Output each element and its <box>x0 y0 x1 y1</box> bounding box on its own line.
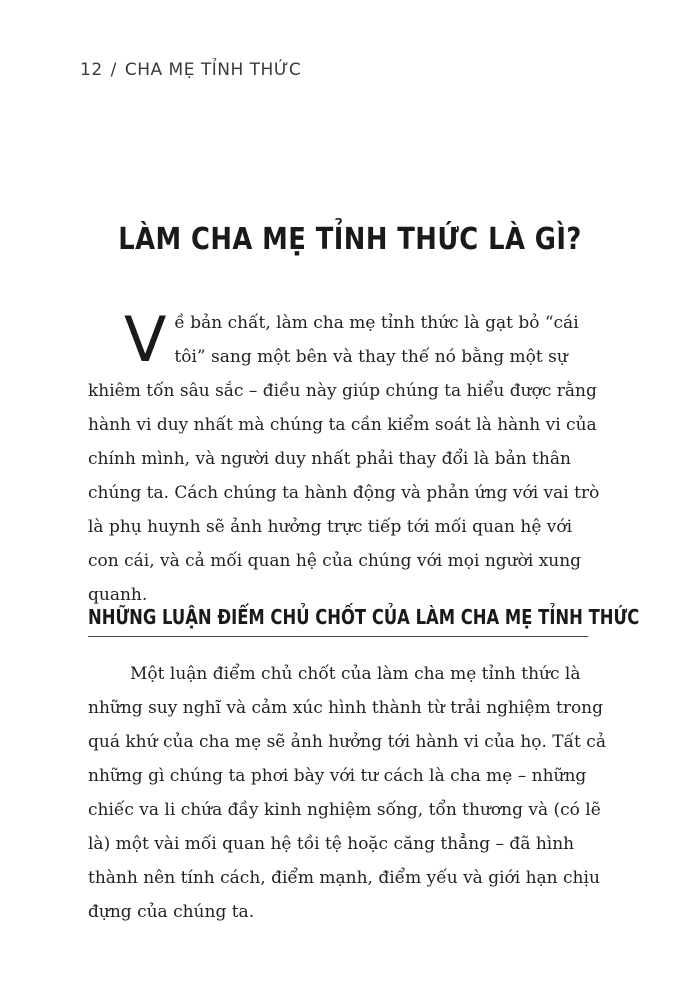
section-heading: NHỮNG LUẬN ĐIỂM CHỦ CHỐT CỦA LÀM CHA MẸ TỈNH THỨC <box>88 605 640 629</box>
section-heading-underline <box>88 636 588 637</box>
page-number: 12 <box>80 60 103 80</box>
paragraph-1-text: ề bản chất, làm cha mẹ tỉnh thức là gạt bỏ “cái tôi” sang một bên và thay thế nó bằng một sự khiêm tốn sâu sắc – điều này giúp chúng ta hiểu được rằng hành vi duy nhất mà chúng ta cần kiểm soát là hành vi của chính mình, và người duy nhất phải thay đổi là bản thân chúng ta. Cách chúng ta hành động và phản ứng với vai trò là phụ huynh sẽ ảnh hưởng trực tiếp tới mối quan hệ với con cái, và cả mối quan hệ của chúng với mọi người xung quanh. <box>88 313 600 605</box>
paragraph-1 <box>88 303 608 612</box>
running-head-separator: / <box>110 60 117 80</box>
running-head <box>80 60 301 80</box>
paragraph-2: Một luận điểm chủ chốt của làm cha mẹ tỉnh thức là những suy nghĩ và cảm xúc hình thành từ trải nghiệm trong quá khứ của cha mẹ sẽ ảnh hưởng tới hành vi của họ. Tất cả những gì chúng ta phơi bày với tư cách là cha mẹ – những chiếc va li chứa đầy kinh nghiệm sống, tổn thương và (có lẽ là) một vài mối quan hệ tồi tệ hoặc căng thẳng – đã hình thành nên tính cách, điểm mạnh, điểm yếu và giới hạn chịu đựng của chúng ta. <box>88 664 606 922</box>
drop-cap: V <box>124 303 167 376</box>
book-title: CHA MẸ TỈNH THỨC <box>124 60 302 80</box>
chapter-title: LÀM CHA MẸ TỈNH THỨC LÀ GÌ? <box>118 222 582 257</box>
